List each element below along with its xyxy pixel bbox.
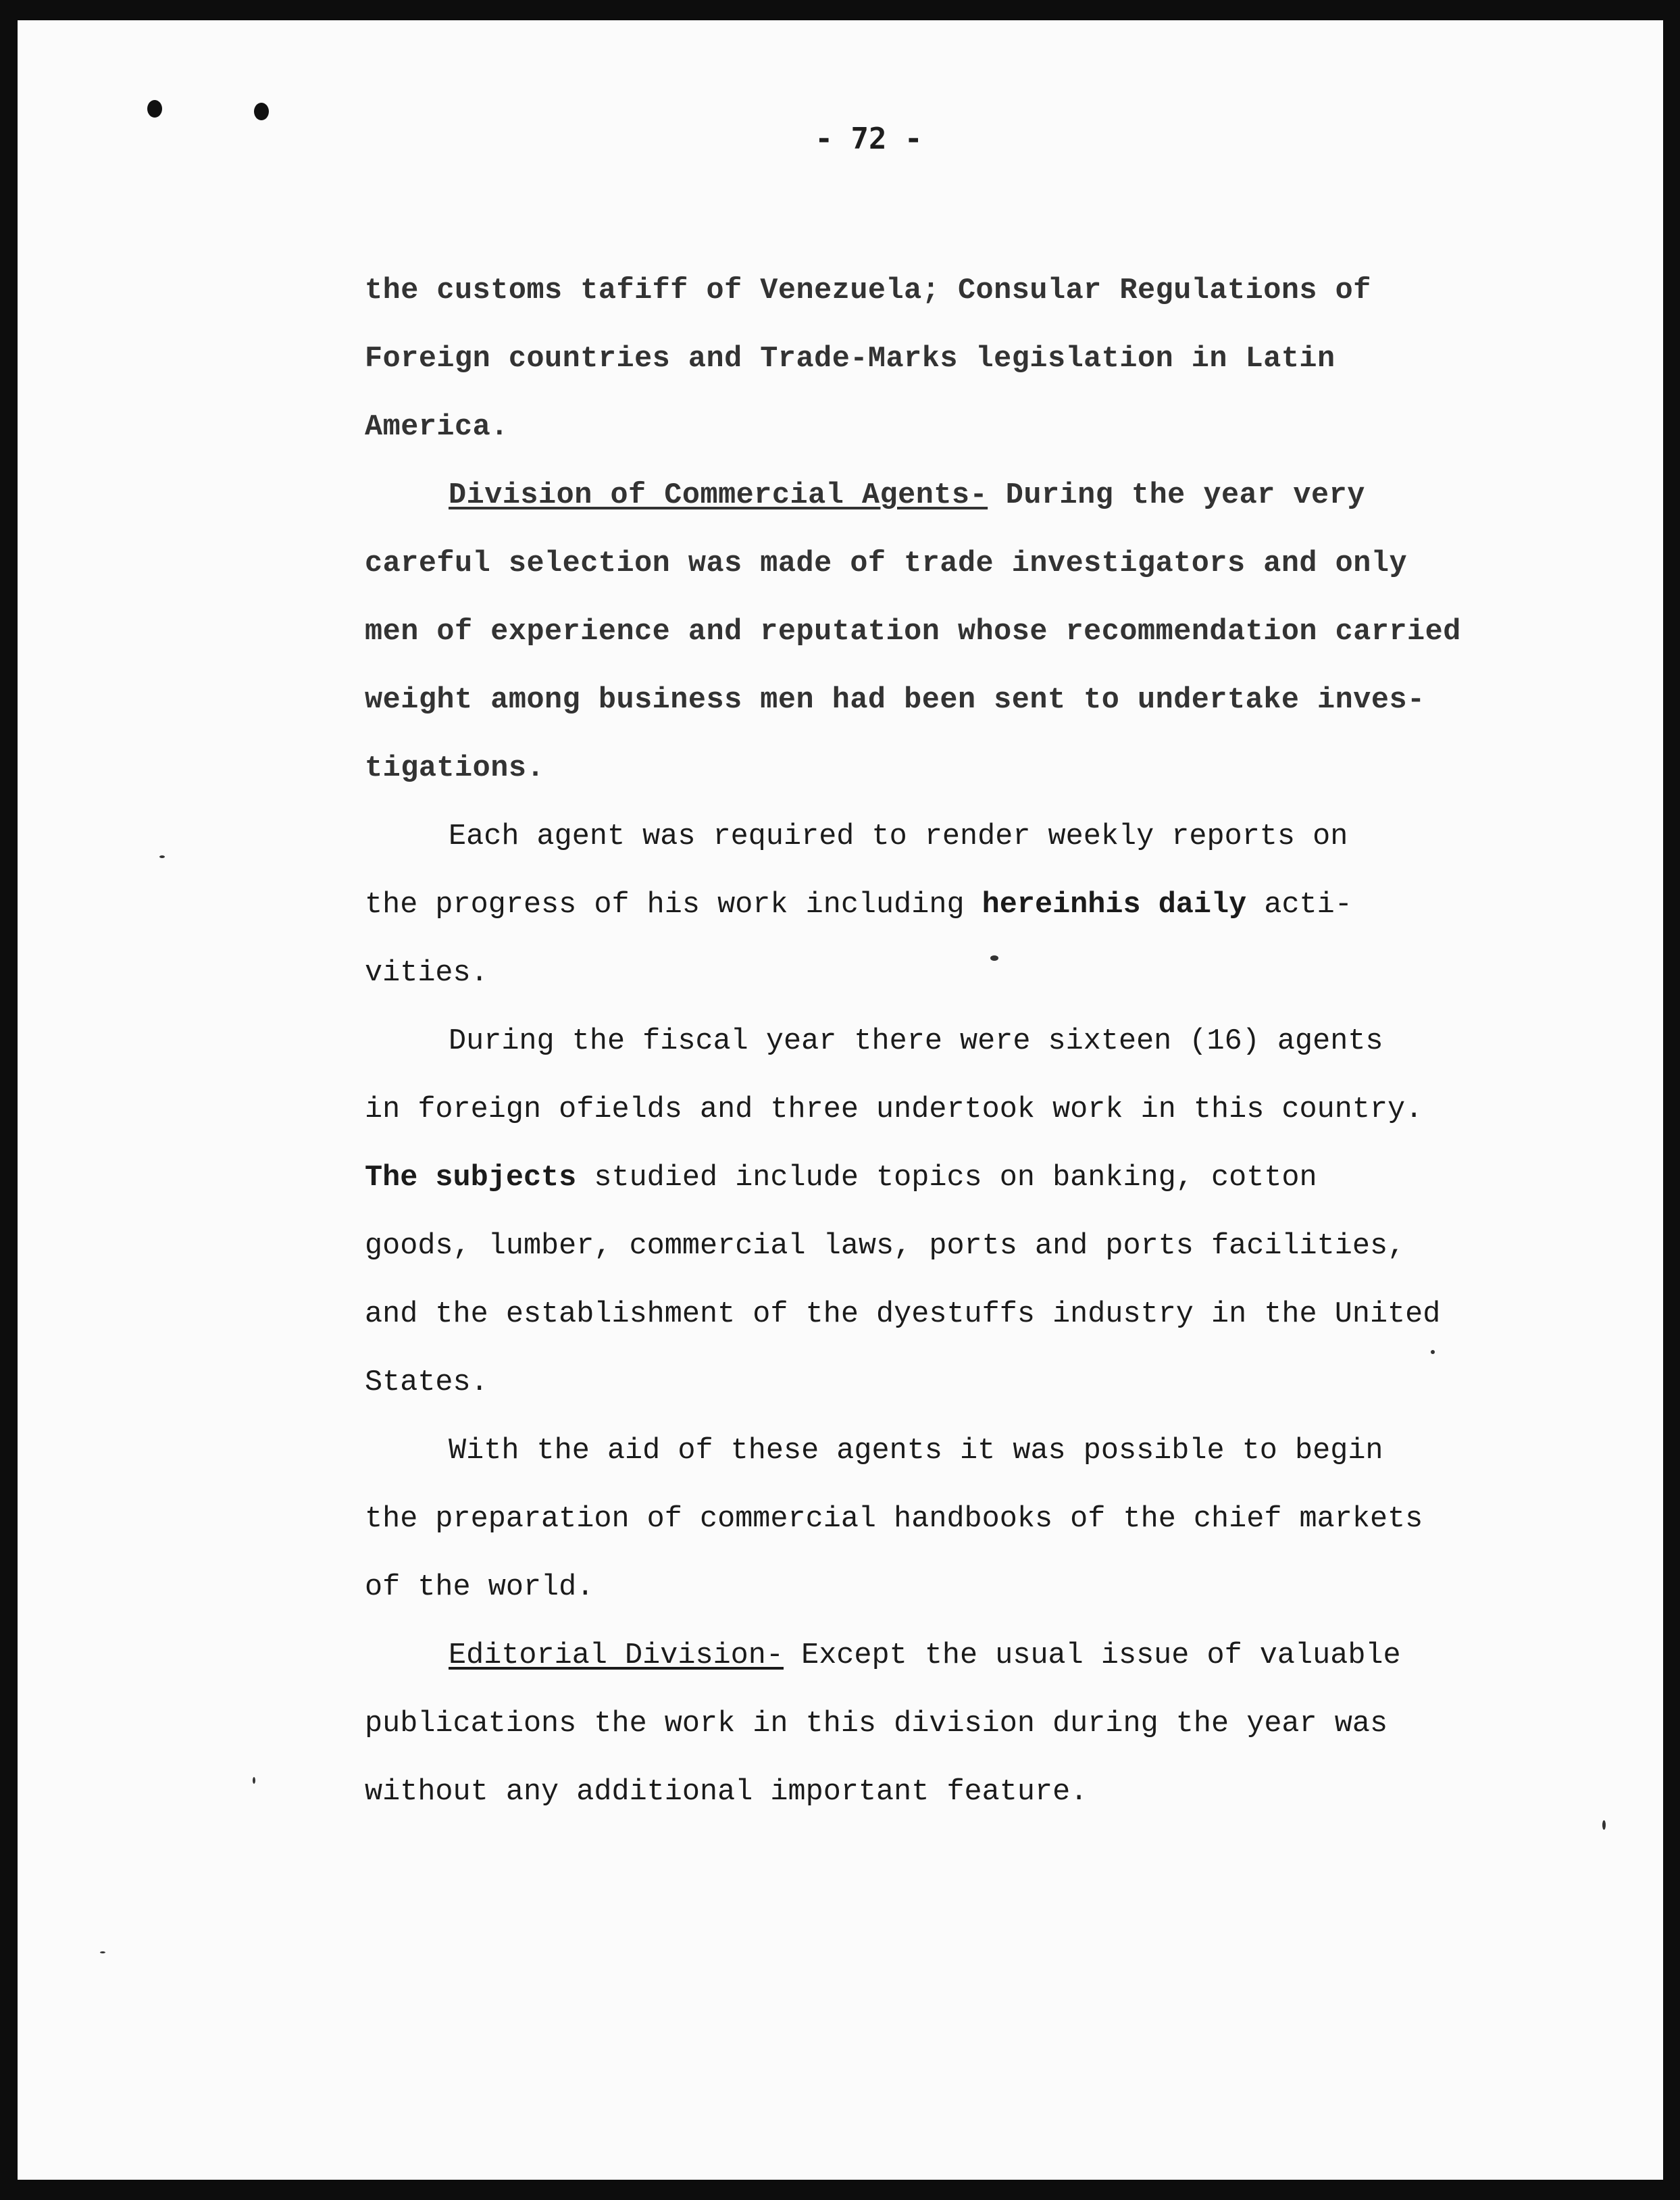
text-line: With the aid of these agents it was possible to begin [449,1434,1383,1468]
punch-hole-right [254,103,269,120]
text-line: careful selection was made of trade investigators and only [365,547,1408,580]
text-line: in foreign ofields and three undertook work in this country. [365,1093,1423,1126]
text-line [365,871,1500,939]
text-run: Except the usual issue of valuable [783,1639,1401,1672]
text-line: America. [365,411,509,444]
speck [253,1777,255,1784]
text-line: vities. [365,957,488,990]
text-line: During the fiscal year there were sixteen (16) agents [449,1025,1383,1058]
text-run: During the year very [988,479,1365,512]
section-heading: Editorial Division- [449,1639,784,1672]
text-line: the preparation of commercial handbooks of the chief markets [365,1503,1423,1536]
text-line: the customs tafiff of Venezuela; Consular Regulations of [365,274,1371,307]
paragraph-editorial [365,1622,1500,1826]
paragraph-fiscal-year [365,1007,1500,1417]
paragraph-weekly-reports [365,803,1500,1007]
page-number: - 72 - [815,122,923,156]
text-line: Foreign countries and Trade-Marks legislation in Latin [365,343,1335,376]
text-line: Each agent was required to render weekly reports on [449,820,1348,853]
text-line: men of experience and reputation whose recommendation carried [365,616,1461,649]
text-line: and the establishment of the dyestuffs industry in the United [365,1298,1441,1331]
text-line: of the world. [365,1571,594,1604]
text-line: publications the work in this division during the year was [365,1707,1388,1741]
text-line [365,461,1500,530]
document-page [18,20,1663,2180]
speck [100,1951,105,1953]
text-run: acti- [1246,889,1352,922]
text-line: tigations. [365,752,545,785]
text-run-bold: hereinhis daily [982,889,1247,922]
speck [159,855,165,858]
text-run-bold: The subjects [365,1161,577,1195]
paragraph-commercial-agents [365,461,1500,803]
text-run: studied include topics on banking, cotton [576,1161,1317,1195]
speck [1602,1820,1606,1830]
text-line [365,1622,1500,1690]
text-line: without any additional important feature. [365,1776,1088,1809]
text-run: the progress of his work including [365,889,982,922]
paragraph-tariff [365,257,1500,461]
section-heading: Division of Commercial Agents- [449,479,988,512]
text-line [365,1144,1500,1212]
body-text [365,257,1500,1826]
punch-hole-left [147,100,162,118]
text-line: States. [365,1366,488,1399]
text-line: goods, lumber, commercial laws, ports and ports facilities, [365,1230,1406,1263]
text-line: weight among business men had been sent to undertake inves- [365,684,1425,717]
paragraph-handbooks [365,1417,1500,1622]
